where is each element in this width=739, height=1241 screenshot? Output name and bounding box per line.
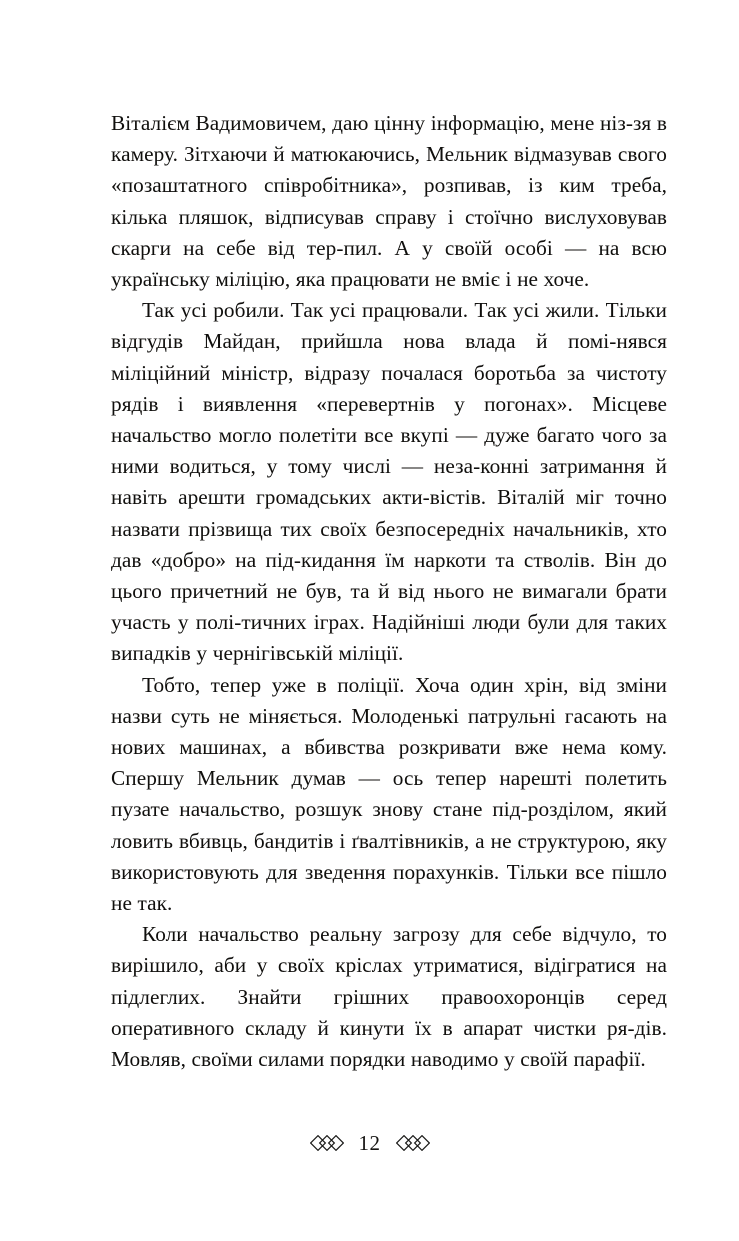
paragraph-3: Тобто, тепер уже в поліції. Хоча один хрін, від зміни назви суть не міняється. Молоденькі патрульні гасають на нових машинах, а вбивства розкривати вже нема кому. Спершу Мельник думав — ось тепер нарешті полетить пузате начальство, розшук знову стане під-розділом, який ловить вбивць, бандитів і ґвалтівників, а не структурою, яку використовують для зведення порахунків. Тільки все пішло не так. bbox=[111, 672, 667, 916]
page-number: 12 bbox=[358, 1131, 381, 1155]
triple-diamond-ornament-left bbox=[310, 1135, 344, 1151]
triple-diamond-ornament-right bbox=[396, 1135, 430, 1151]
paragraph-1: Віталієм Вадимовичем, даю цінну інформацію, мене ніз-зя в камеру. Зітхаючи й матюкаючись, Мельник відмазував свого «позаштатного співробітника», розпивав, із ким треба, кілька пляшок, відписував справу і стоїчно вислуховував скарги на себе від тер-пил. А у своїй особі — на всю українську міліцію, яка працювати не вміє і не хоче. bbox=[111, 111, 667, 292]
page-text-block bbox=[111, 108, 667, 1075]
page-footer bbox=[0, 1130, 739, 1156]
paragraph-4: Коли начальство реальну загрозу для себе відчуло, то вирішило, аби у своїх кріслах утриматися, відігратися на підлеглих. Знайти грішних правоохоронців серед оперативного складу й кинути їх в апарат чистки ря-дів. Мовляв, своїми силами порядки наводимо у своїй парафії. bbox=[111, 922, 667, 1072]
paragraph-2: Так усі робили. Так усі працювали. Так усі жили. Тільки відгудів Майдан, прийшла нова влада й помі-нявся міліційний міністр, відразу почалася боротьба за чистоту рядів і виявлення «перевертнів у погонах». Місцеве начальство могло полетіти все вкупі — дуже багато чого за ними водиться, у тому числі — неза-конні затримання й навіть арешти громадських акти-вістів. Віталій міг точно назвати прізвища тих своїх безпосередніх начальників, хто дав «добро» на під-кидання їм наркоти та стволів. Він до цього причетний не був, та й від нього не вимагали брати участь у полі-тичних іграх. Надійніші люди були для таких випадків у чернігівській міліції. bbox=[111, 298, 667, 666]
